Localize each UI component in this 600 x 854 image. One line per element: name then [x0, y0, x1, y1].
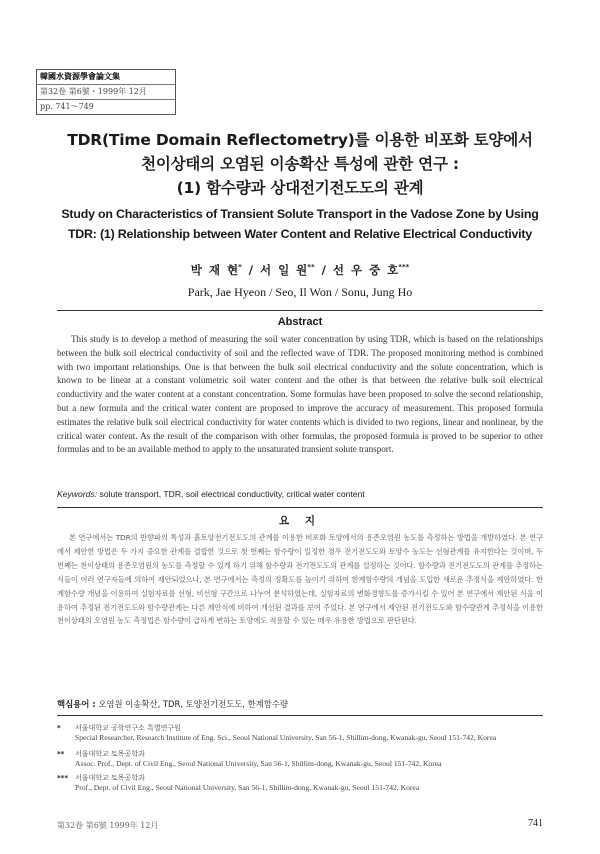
author-2-mark: ** [307, 263, 315, 272]
footnote-3 [57, 773, 552, 792]
author-3: 선 우 중 호 [332, 263, 399, 277]
abstract-heading: Abstract [277, 316, 323, 328]
footnote-divider [57, 715, 543, 716]
author-separator: / [241, 263, 260, 277]
yoji-text: 본 연구에서는 TDR의 반향파의 특성과 흙토양전기전도도의 관계를 이용한 비포화 토양에서의 용존오염원 농도를 측정하는 방법을 개발하였다. 본 연구에서 제안한 방법은 두 가지 중요한 관계를 결합한 것으로 첫 번째는 함수량이 일정한 경우 전기전도도와 토양수 농도는 선형관계를 유지한다는 것이며, 두 번째는 천이상태의 용존오염원의 농도를 측정할 수 있게 하기 위해 함수량과 전기전도도의 관계를 설정하는 것이다. 함수량과 전기전도도의 관계를 추정하는 식들이 여러 연구자들에 의하여 제안되었으나, 본 연구에서는 측정의 정확도를 높이기 위하여 한계함수량의 개념을 도입한 새로운 추정식을 제안하였다. 한계함수량 개념을 이용하여 실험자료를 선형, 비선형 구간으로 나누어 분석하였는데, 실험자료의 변화경향도를 증가시킬 수 있어 본 연구에서 제안된 식을 이용하여 추정된 전기전도도와 함수량관계는 다른 제안식에 비하여 개선된 결과를 보여 주었다. 본 연구에서 제안된 전기전도도와 함수량관계 추정식을 이용한 천이상태의 오염원 농도 측정법은 함수량이 급하게 변하는 토양에도 적용할 수 있는 매우 유용한 방법으로 판단된다. [57, 533, 543, 626]
keywords [57, 489, 543, 499]
yoji-heading: 요 지 [279, 515, 321, 527]
divider [57, 310, 543, 311]
title-en-line-2: TDR: (1) Relationship between Water Content and Relative Electrical Conductivity [67, 227, 533, 241]
abstract-text: This study is to develop a method of measuring the soil water concentration by using TDR, which is based on the relationships between the bulk soil electrical conductivity of soil and the reflected wave of TDR. The proposed monitoring method is combined with two important relationships. One is that between the bulk soil electrical conductivity and the solute concentration, which is known to be linear at a constant volumetric soil water content and the other is that between the relative bulk soil electrical conductivity and the water content at a constant concentration. Some formulas have been proposed to solve the second relationship, but a new formula and the critical water content are proposed to improve the accuracy of measurement. This proposed formula estimates the relative bulk soil electrical conductivity for water contents which is divided to two regions, linear and nonlinear, by the critical water content. As the result of the comparison with other formulas, the proposed formula is proved to be superior to other formulas and to be an available method to apply to the unsaturated transient solute transport. [57, 334, 543, 455]
footnote-ko: 서울대학교 공학연구소 특별연구원 [75, 724, 181, 732]
footnote-mark: ** [57, 750, 65, 758]
footnote-ko: 서울대학교 토목공학과 [75, 750, 145, 758]
keywords-ko-label: 핵심용어 : [57, 699, 96, 709]
footnote-en: Special Researcher, Research Institute of Eng. Sci., Seoul National University, San 56-1, Shillim-dong, Kwanak-gu, Seoul 151-742, Korea [75, 733, 497, 742]
footnote-mark: *** [57, 774, 68, 782]
author-1: 박 재 현 [190, 263, 239, 277]
author-1-mark: * [238, 263, 242, 272]
title-en-line-1: Study on Characteristics of Transient Solute Transport in the Vadose Zone by Using [61, 207, 539, 221]
title-ko-line-1: TDR(Time Domain Reflectometry)를 이용한 비포화 토양에서 [67, 131, 533, 149]
journal-volume-issue: 第32卷 第6號・1999年 12月 [37, 84, 175, 99]
footnote-ko: 서울대학교 토목공학과 [75, 774, 145, 782]
keywords-ko-text: 오염원 이송확산, TDR, 토양전기전도도, 한계함수량 [98, 699, 289, 709]
journal-info-box [36, 69, 176, 115]
divider [57, 507, 543, 508]
authors-ko [0, 262, 600, 278]
authors-en: Park, Jae Hyeon / Seo, Il Won / Sonu, Jung Ho [187, 285, 413, 299]
footnote-2 [57, 749, 552, 768]
author-2: 서 일 원 [259, 263, 308, 277]
journal-name: 韓國水資源學會論文集 [40, 72, 120, 81]
title-ko-line-2: 천이상태의 오염된 이송확산 특성에 관한 연구 : [141, 155, 459, 173]
footer-journal: 第32卷 第6號 1999年 12月 [57, 821, 159, 830]
keywords-ko [57, 698, 288, 710]
page-number: 741 [528, 818, 543, 829]
footnote-mark: * [57, 724, 61, 732]
footnote-en: Prof., Dept. of Civil Eng., Seoul National University, San 56-1, Shillim-dong, Kwanak-gu, Seoul 151-742, Korea [75, 783, 420, 792]
title-ko-line-3: (1) 함수량과 상대전기전도도의 관계 [176, 179, 424, 197]
keywords-label: Keywords: [57, 489, 98, 499]
author-3-mark: *** [398, 263, 410, 272]
keywords-text: solute transport, TDR, soil electrical conductivity, critical water content [99, 489, 365, 499]
footnote-1 [57, 723, 552, 742]
journal-pages: pp. 741～749 [37, 99, 175, 114]
footnote-en: Assoc. Prof., Dept. of Civil Eng., Seoul National University, San 56-1, Shillim-dong, Kwanak-gu, Seoul 151-742, Korea [75, 759, 442, 768]
author-separator: / [314, 263, 333, 277]
